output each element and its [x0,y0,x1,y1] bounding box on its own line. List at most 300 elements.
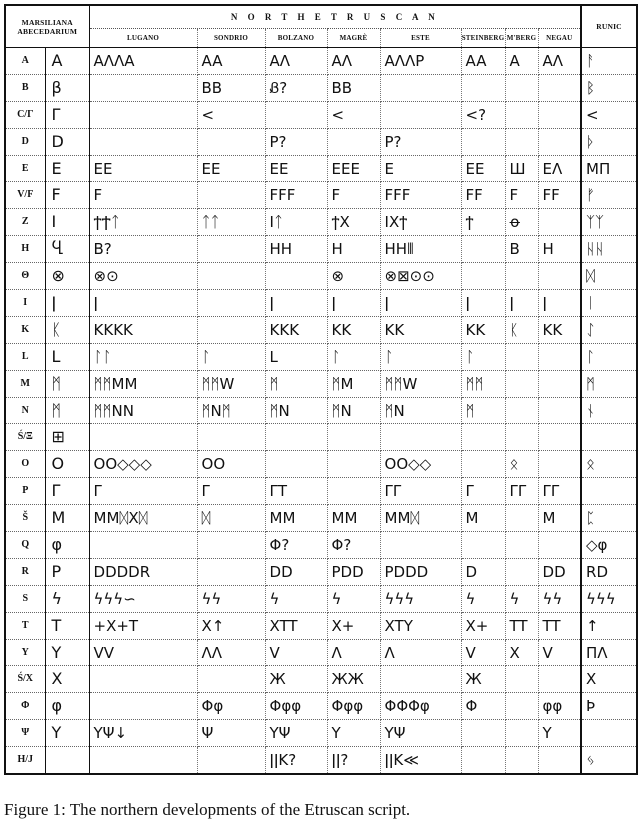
glyph-cell: ϟ [461,585,505,612]
marsiliana-glyph-cell [45,747,89,774]
runic-glyph-cell: ᛟ [581,451,637,478]
runic-glyph-cell: ◇φ [581,532,637,559]
glyph-cell [505,101,538,128]
glyph-cell [327,424,380,451]
table-row [5,532,637,559]
glyph-cell [89,666,197,693]
glyph-cell [538,666,581,693]
glyph-cell [327,128,380,155]
runic-glyph-cell: ΜΠ [581,155,637,182]
glyph-cell: < [197,101,265,128]
runic-glyph-cell: ᛈ [581,505,637,532]
glyph-cell: ΚΚ [538,316,581,343]
glyph-cell: ΜΜᛞ [380,505,461,532]
table-row [5,612,637,639]
glyph-cell: ᛚ [461,343,505,370]
glyph-cell: ΓΓ [538,478,581,505]
glyph-cell: ΑΛ [538,48,581,75]
glyph-cell: ᛟ [505,451,538,478]
table-row [5,343,637,370]
runic-glyph-cell: ᚠ [581,182,637,209]
runic-glyph-cell: ᚦ [581,128,637,155]
runic-glyph-cell: ᛞ [581,263,637,290]
glyph-cell: Y [327,720,380,747]
table-row [5,639,637,666]
glyph-cell: OO [197,451,265,478]
glyph-cell [461,747,505,774]
glyph-cell: ΕΛ [538,155,581,182]
glyph-cell: ǀǀK? [265,747,327,774]
glyph-cell [89,128,197,155]
marsiliana-glyph-cell: X [45,666,89,693]
glyph-cell: ᛚ [380,343,461,370]
table-row [5,397,637,424]
column-header: BOLZANO [265,29,327,48]
glyph-cell [89,424,197,451]
letter-label: A [5,48,45,75]
glyph-cell: ΒΒ [327,74,380,101]
glyph-cell: Γ [89,478,197,505]
glyph-cell [505,693,538,720]
letter-label: R [5,558,45,585]
glyph-cell [89,74,197,101]
glyph-cell: ǀ [327,290,380,317]
glyph-cell [538,451,581,478]
column-header: LUGANO [89,29,197,48]
glyph-cell: ϟϟ [538,585,581,612]
letter-label: Y [5,639,45,666]
glyph-cell [505,397,538,424]
glyph-cell: Λ [327,639,380,666]
glyph-cell: ᛞ [197,505,265,532]
glyph-cell [461,532,505,559]
table-row [5,666,637,693]
glyph-cell: L [265,343,327,370]
north-etruscan-header: N O R T H E T R U S C A N [89,5,581,29]
glyph-cell: ΑΛ [327,48,380,75]
glyph-cell [538,532,581,559]
glyph-cell: ΡDDD [380,558,461,585]
glyph-cell: ϟϟϟ∽ [89,585,197,612]
glyph-cell [505,424,538,451]
glyph-cell: Γ [197,478,265,505]
letter-label: Ψ [5,720,45,747]
glyph-cell: ΚΚΚ [265,316,327,343]
glyph-cell: ΦΦΦφ [380,693,461,720]
glyph-cell: ϯΧ [327,209,380,236]
abecedarium-label: ABECEDARIUM [17,26,78,36]
marsiliana-label: MARSILIANA [21,17,73,27]
glyph-cell: ǀ [380,290,461,317]
table-row [5,478,637,505]
glyph-cell [265,263,327,290]
glyph-cell: Iᛏ [265,209,327,236]
runic-header: RUNIC [581,5,637,48]
glyph-cell: OO◇◇ [380,451,461,478]
letter-label: N [5,397,45,424]
glyph-cell: ᛗᛗΜΜ [89,370,197,397]
letter-label: Ś/X [5,666,45,693]
glyph-cell: ΕΕ [461,155,505,182]
glyph-cell [461,236,505,263]
runic-glyph-cell: ᛚ [581,343,637,370]
runic-glyph-cell: ᚾ [581,397,637,424]
glyph-cell [505,263,538,290]
letter-label: Φ [5,693,45,720]
letter-label: S [5,585,45,612]
runic-glyph-cell: < [581,101,637,128]
glyph-cell [380,424,461,451]
glyph-cell: ϜϜ [538,182,581,209]
glyph-cell [197,182,265,209]
glyph-cell: ΗΗ⦀ [380,236,461,263]
glyph-cell: ꝋ [505,209,538,236]
etruscan-script-table [4,4,638,775]
glyph-cell: Ϝ [89,182,197,209]
glyph-cell: Φ? [327,532,380,559]
glyph-cell: ᛗΝ [380,397,461,424]
glyph-cell: ϜϜ [461,182,505,209]
glyph-cell: TT [505,612,538,639]
glyph-cell: ΡDD [327,558,380,585]
glyph-cell [461,451,505,478]
glyph-cell [461,263,505,290]
glyph-cell: ϯ [461,209,505,236]
column-header: ESTE [380,29,461,48]
table-row [5,101,637,128]
letter-label: Z [5,209,45,236]
glyph-cell: TT [538,612,581,639]
letter-label: T [5,612,45,639]
letter-label: K [5,316,45,343]
glyph-cell [538,747,581,774]
glyph-cell: AA [197,48,265,75]
marsiliana-glyph-cell: β [45,74,89,101]
runic-glyph-cell: Þ [581,693,637,720]
glyph-cell: ϯϮᛏ [89,209,197,236]
glyph-cell: A [505,48,538,75]
marsiliana-glyph-cell: M [45,505,89,532]
marsiliana-glyph-cell: Γ [45,101,89,128]
glyph-cell: X [505,639,538,666]
glyph-cell [461,720,505,747]
glyph-cell: DD [265,558,327,585]
glyph-cell: ΕΕ [89,155,197,182]
marsiliana-glyph-cell: I [45,209,89,236]
glyph-cell: ǀ [505,290,538,317]
glyph-cell: ΕΕ [197,155,265,182]
runic-glyph-cell [581,720,637,747]
runic-glyph-cell: ᚺᚺ [581,236,637,263]
glyph-cell: ϟ [265,585,327,612]
glyph-cell [538,101,581,128]
table-row [5,451,637,478]
table-row [5,558,637,585]
glyph-cell [538,74,581,101]
letter-label: C/Γ [5,101,45,128]
glyph-cell: ΒΒ [197,74,265,101]
glyph-cell: ᛗᛗΝΝ [89,397,197,424]
marsiliana-glyph-cell: Ϝ [45,182,89,209]
letter-label: M [5,370,45,397]
glyph-cell: XTY [380,612,461,639]
glyph-cell: Η [538,236,581,263]
marsiliana-glyph-cell: Ⴁ [45,236,89,263]
glyph-cell: ⊗⊙ [89,263,197,290]
column-header: STEINBERG [461,29,505,48]
table-row [5,182,637,209]
glyph-cell: ᛚ [197,343,265,370]
column-header: M'BERG [505,29,538,48]
glyph-cell: Μ [538,505,581,532]
glyph-cell: +X+T [89,612,197,639]
table-row [5,370,637,397]
letter-label: Q [5,532,45,559]
table-row [5,747,637,774]
marsiliana-header [5,5,89,48]
column-header: MAGRÈ [327,29,380,48]
glyph-cell: ǀ [538,290,581,317]
glyph-cell: ϜϜϜ [265,182,327,209]
glyph-cell [197,316,265,343]
glyph-cell [538,397,581,424]
glyph-cell: ΜΜ [265,505,327,532]
glyph-cell: φφ [538,693,581,720]
script-table-figure [4,4,636,784]
glyph-cell: ΗΗ [265,236,327,263]
glyph-cell: ⊗⊠⊙⊙ [380,263,461,290]
marsiliana-glyph-cell: φ [45,693,89,720]
glyph-cell: ϟϟϟ [380,585,461,612]
letter-label: O [5,451,45,478]
marsiliana-glyph-cell: Y [45,720,89,747]
runic-glyph-cell: X [581,666,637,693]
marsiliana-glyph-cell: ᛗ [45,397,89,424]
marsiliana-glyph-cell: O [45,451,89,478]
glyph-cell [505,666,538,693]
glyph-cell: V [461,639,505,666]
glyph-cell: Ш [505,155,538,182]
glyph-cell: ǀǀK≪ [380,747,461,774]
glyph-cell [197,236,265,263]
glyph-cell: YΨ [380,720,461,747]
glyph-cell: ᛗΝ [265,397,327,424]
runic-glyph-cell [581,424,637,451]
glyph-cell [327,478,380,505]
marsiliana-glyph-cell: ⊗ [45,263,89,290]
glyph-cell [461,74,505,101]
marsiliana-glyph-cell: Τ [45,612,89,639]
glyph-cell [538,209,581,236]
glyph-cell [197,558,265,585]
table-row [5,128,637,155]
table-row [5,263,637,290]
glyph-cell: ΑΛ [265,48,327,75]
glyph-cell [327,451,380,478]
glyph-cell: ΕΕ [265,155,327,182]
letter-label: E [5,155,45,182]
glyph-cell [505,505,538,532]
glyph-cell [538,370,581,397]
glyph-cell: ΜΜᛞΧᛞ [89,505,197,532]
marsiliana-glyph-cell: ᛗ [45,370,89,397]
glyph-cell [265,451,327,478]
runic-glyph-cell: RD [581,558,637,585]
glyph-cell [265,101,327,128]
runic-glyph-cell: ᛇ [581,316,637,343]
glyph-cell: Η [327,236,380,263]
glyph-cell: ǀ [89,290,197,317]
glyph-cell: IΧϯ [380,209,461,236]
glyph-cell: Ρ? [380,128,461,155]
glyph-cell: ᛚ [327,343,380,370]
letter-label: B [5,74,45,101]
glyph-cell: X↑ [197,612,265,639]
glyph-cell: ᛗᛗW [380,370,461,397]
glyph-cell [505,74,538,101]
runic-glyph-cell: ϟϟϟ [581,585,637,612]
glyph-cell [505,343,538,370]
letter-label: Ś/Ξ [5,424,45,451]
table-row [5,74,637,101]
glyph-cell: Φφ [197,693,265,720]
glyph-cell: Ϝ [505,182,538,209]
glyph-cell: ΚΚ [380,316,461,343]
glyph-cell: ⊗ [327,263,380,290]
glyph-cell: ϟ [505,585,538,612]
glyph-cell: YΨ [265,720,327,747]
glyph-cell: XTT [265,612,327,639]
glyph-cell: Φφφ [327,693,380,720]
glyph-cell: X+ [461,612,505,639]
glyph-cell: Ж [461,666,505,693]
glyph-cell: ΛΛ [197,639,265,666]
glyph-cell: ΜΜ [327,505,380,532]
glyph-cell: ΓΤ [265,478,327,505]
glyph-cell: YΨ↓ [89,720,197,747]
glyph-cell [197,263,265,290]
glyph-cell [538,424,581,451]
glyph-cell [461,424,505,451]
table-row [5,585,637,612]
glyph-cell [538,128,581,155]
letter-label: Š [5,505,45,532]
glyph-cell [380,74,461,101]
glyph-cell: DDDDR [89,558,197,585]
glyph-cell: ЖЖ [327,666,380,693]
glyph-cell: < [327,101,380,128]
glyph-cell [89,693,197,720]
glyph-cell: ᛚᛚ [89,343,197,370]
table-row [5,693,637,720]
glyph-cell: AA [461,48,505,75]
glyph-cell: ΚΚΚΚ [89,316,197,343]
glyph-cell [265,424,327,451]
glyph-cell: ΕΕΕ [327,155,380,182]
glyph-cell [380,532,461,559]
glyph-cell [380,101,461,128]
glyph-cell: ϟ [327,585,380,612]
glyph-cell [538,343,581,370]
runic-glyph-cell [581,478,637,505]
glyph-cell: Ж [265,666,327,693]
letter-label: D [5,128,45,155]
glyph-cell: <? [461,101,505,128]
glyph-cell: Λ [380,639,461,666]
glyph-cell: Γ [461,478,505,505]
glyph-cell: V [265,639,327,666]
glyph-cell: Φφφ [265,693,327,720]
glyph-cell [89,532,197,559]
glyph-cell: ΑΛΛΡ [380,48,461,75]
marsiliana-glyph-cell: ϟ [45,585,89,612]
table-row [5,155,637,182]
glyph-cell: ΓΓ [380,478,461,505]
runic-glyph-cell: ᛗ [581,370,637,397]
glyph-cell: ϜϜϜ [380,182,461,209]
glyph-cell: ϟϟ [197,585,265,612]
column-header: SONDRIO [197,29,265,48]
column-header: NEGAU [538,29,581,48]
glyph-cell [197,747,265,774]
figure-caption: Figure 1: The northern developments of the Etruscan script. [4,800,411,819]
glyph-cell: ᛗ [265,370,327,397]
marsiliana-glyph-cell: Y [45,639,89,666]
glyph-cell: ᛗΝ [327,397,380,424]
glyph-cell: Ᏸ? [265,74,327,101]
marsiliana-glyph-cell: Ρ [45,558,89,585]
glyph-cell: ΚΚ [461,316,505,343]
runic-glyph-cell: ΠΛ [581,639,637,666]
runic-glyph-cell: ᛃ [581,747,637,774]
glyph-cell: Β? [89,236,197,263]
table-row [5,48,637,75]
letter-label: H [5,236,45,263]
glyph-cell: ᛗᛗ [461,370,505,397]
glyph-cell [505,370,538,397]
marsiliana-glyph-cell: Γ [45,478,89,505]
glyph-cell: ΑΛΛΑ [89,48,197,75]
table-row [5,236,637,263]
glyph-cell: ǀǀ? [327,747,380,774]
marsiliana-glyph-cell: φ [45,532,89,559]
letter-label: L [5,343,45,370]
marsiliana-glyph-cell: ⊞ [45,424,89,451]
glyph-cell [505,558,538,585]
glyph-cell: Ε [380,155,461,182]
marsiliana-glyph-cell: ᛕ [45,316,89,343]
marsiliana-glyph-cell: ǀ [45,290,89,317]
glyph-cell: Ρ? [265,128,327,155]
table-row [5,505,637,532]
letter-label: Θ [5,263,45,290]
glyph-cell: ΚΚ [327,316,380,343]
runic-glyph-cell: ᛁ [581,290,637,317]
glyph-cell: V [538,639,581,666]
letter-label: H/J [5,747,45,774]
letter-label: V/F [5,182,45,209]
glyph-cell: ǀ [461,290,505,317]
letter-label: P [5,478,45,505]
glyph-cell: Y [538,720,581,747]
glyph-cell [505,720,538,747]
letter-label: I [5,290,45,317]
runic-glyph-cell: ᛒ [581,74,637,101]
glyph-cell: X+ [327,612,380,639]
table-row [5,316,637,343]
glyph-cell [197,532,265,559]
glyph-cell [461,128,505,155]
